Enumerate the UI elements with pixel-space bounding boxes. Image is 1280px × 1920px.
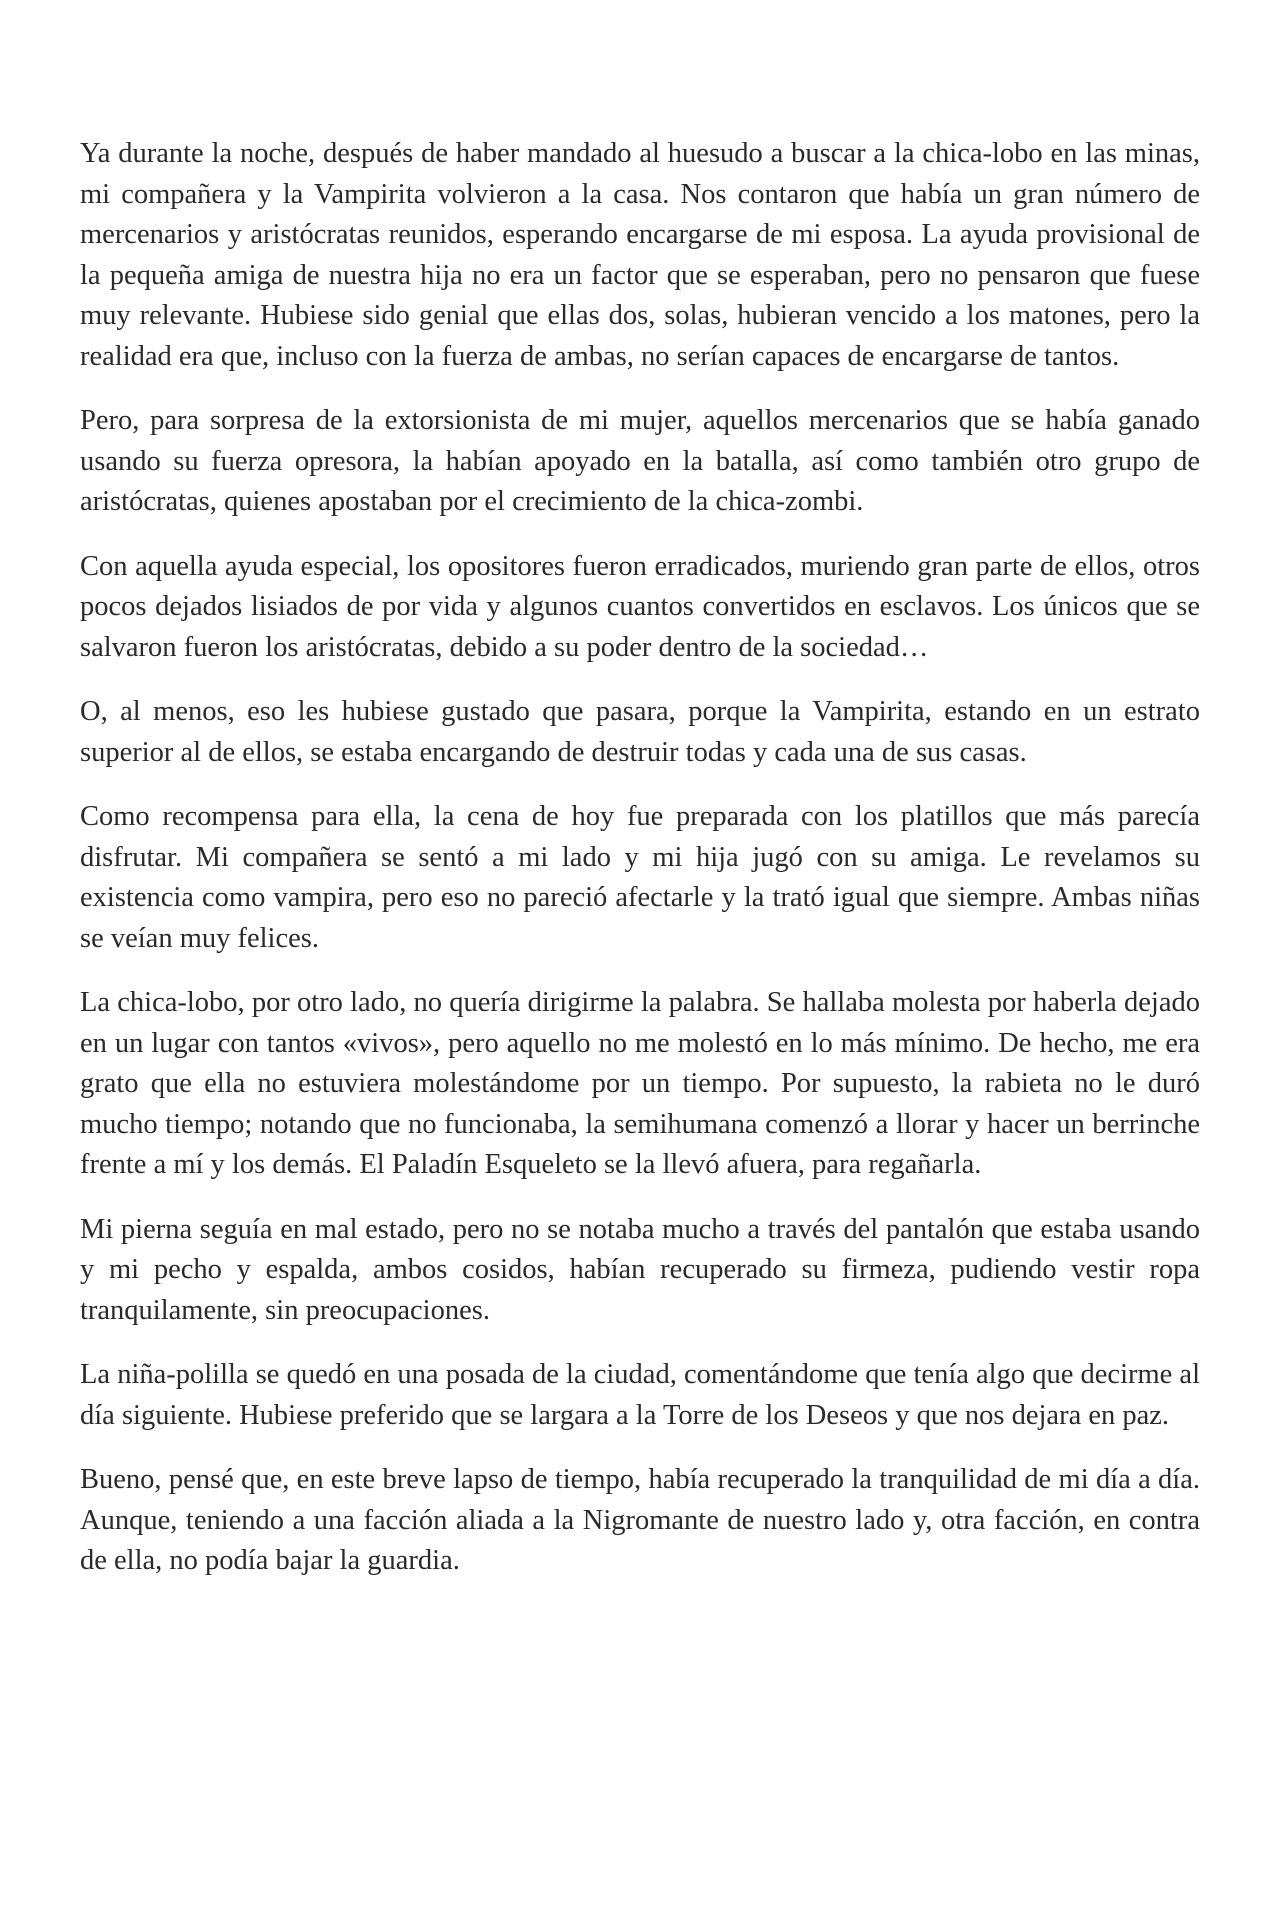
paragraph-8: La niña-polilla se quedó en una posada de la ciudad, comentándome que tenía algo que decirme al día siguiente. Hubiese preferido que se largara a la Torre de los Deseos y que nos dejara en paz. (80, 1359, 1200, 1431)
paragraph-2: Pero, para sorpresa de la extorsionista de mi mujer, aquellos mercenarios que se había ganado usando su fuerza opresora, la habían apoyado en la batalla, así como también otro grupo de aristócratas, quienes apostaban por el crecimiento de la chica-zombi. (80, 405, 1200, 517)
paragraph-5: Como recompensa para ella, la cena de hoy fue preparada con los platillos que más parecía disfrutar. Mi compañera se sentó a mi lado y mi hija jugó con su amiga. Le revelamos su existencia como vampira, pero eso no pareció afectarle y la trató igual que siempre. Ambas niñas se veían muy felices. (80, 801, 1200, 954)
document-page (80, 134, 1200, 1606)
paragraph-9: Bueno, pensé que, en este breve lapso de tiempo, había recuperado la tranquilidad de mi día a día. Aunque, teniendo a una facción aliada a la Nigromante de nuestro lado y, otra facción, en contra de ella, no podía bajar la guardia. (80, 1464, 1200, 1576)
paragraph-6: La chica-lobo, por otro lado, no quería dirigirme la palabra. Se hallaba molesta por haberla dejado en un lugar con tantos «vivos», pero aquello no me molestó en lo más mínimo. De hecho, me era grato que ella no estuviera molestándome por un tiempo. Por supuesto, la rabieta no le duró mucho tiempo; notando que no funcionaba, la semihumana comenzó a llorar y hacer un berrinche frente a mí y los demás. El Paladín Esqueleto se la llevó afuera, para regañarla. (80, 987, 1200, 1180)
paragraph-4: O, al menos, eso les hubiese gustado que pasara, porque la Vampirita, estando en un estrato superior al de ellos, se estaba encargando de destruir todas y cada una de sus casas. (80, 696, 1200, 768)
paragraph-7: Mi pierna seguía en mal estado, pero no se notaba mucho a través del pantalón que estaba usando y mi pecho y espalda, ambos cosidos, habían recuperado su firmeza, pudiendo vestir ropa tranquilamente, sin preocupaciones. (80, 1213, 1200, 1326)
paragraph-1: Ya durante la noche, después de haber mandado al huesudo a buscar a la chica-lobo en las minas, mi compañera y la Vampirita volvieron a la casa. Nos contaron que había un gran número de mercenarios y aristócratas reunidos, esperando encargarse de mi esposa. La ayuda provisional de la pequeña amiga de nuestra hija no era un factor que se esperaban, pero no pensaron que fuese muy relevante. Hubiese sido genial que ellas dos, solas, hubieran vencido a los matones, pero la realidad era que, incluso con la fuerza de ambas, no serían capaces de encargarse de tantos. (80, 138, 1200, 372)
paragraph-3: Con aquella ayuda especial, los opositores fueron erradicados, muriendo gran parte de ellos, otros pocos dejados lisiados de por vida y algunos cuantos convertidos en esclavos. Los únicos que se salvaron fueron los aristócratas, debido a su poder dentro de la sociedad… (80, 550, 1200, 663)
